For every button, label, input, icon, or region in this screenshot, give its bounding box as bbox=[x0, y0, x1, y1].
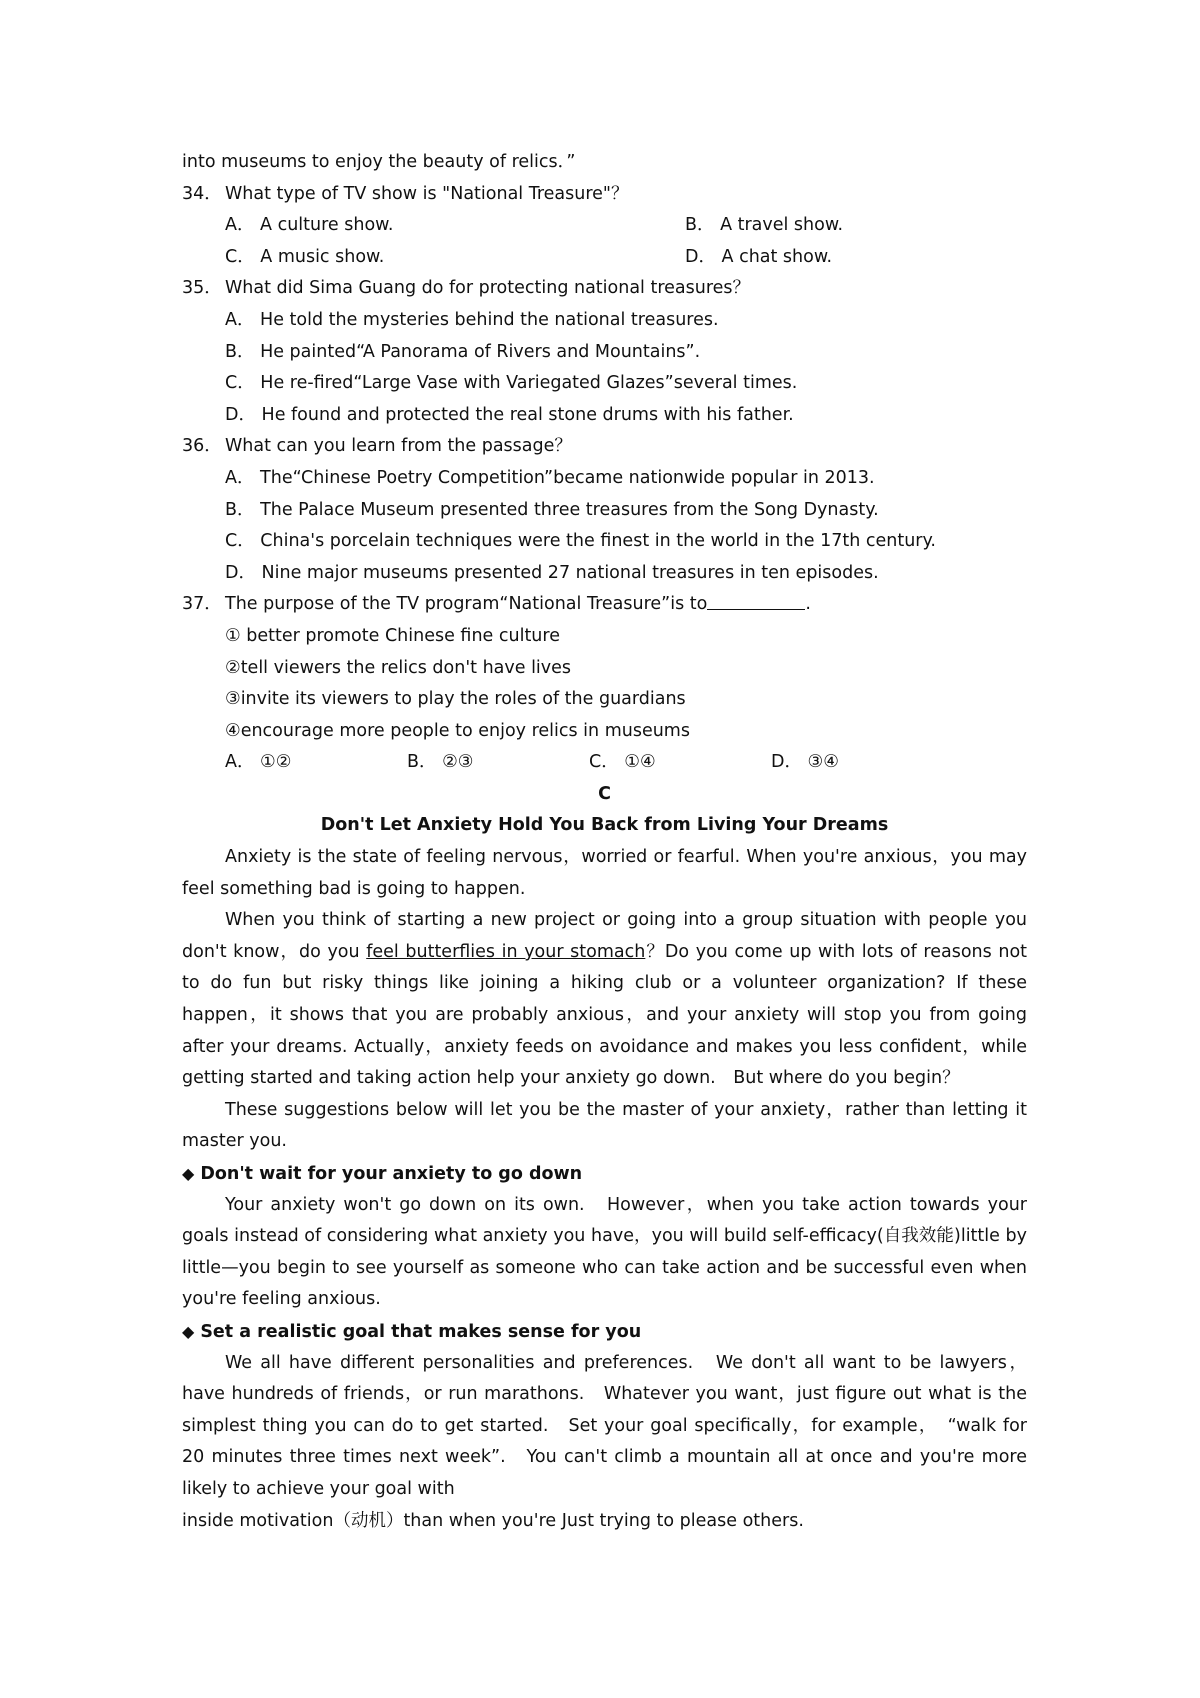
question-37-option-a: A． ①② bbox=[225, 752, 292, 773]
question-37-options bbox=[182, 747, 1027, 779]
question-36-text: What can you learn from the passage？ bbox=[225, 436, 572, 457]
question-35-stem bbox=[182, 273, 1027, 305]
paragraph-3: These suggestions below will let you be the master of your anxiety，rather than letting it master you. bbox=[182, 1099, 1027, 1152]
question-36-option-b: B． The Palace Museum presented three treasures from the Song Dynasty. bbox=[225, 499, 879, 520]
question-34-text: What type of TV show is "National Treasure"？ bbox=[225, 183, 629, 204]
question-36-option-c: C． China's porcelain techniques were the finest in the world in the 17th century. bbox=[225, 531, 936, 552]
document-page bbox=[182, 147, 1027, 1537]
paragraph-2-part-2: ？Do you come up with lots of reasons not to do fun but risky things like joining a hiking club or a volunteer organization? If these happen，it shows that you are probably anxious，and your anxiety will stop you from going after your dreams. Actually，anxiety feeds on avoidance and makes you less confident，while getting started and taking action help your anxiety go down. But where do you begin？ bbox=[182, 941, 1028, 1089]
question-37-text: The purpose of the TV program“National Treasure”is to bbox=[225, 594, 708, 615]
question-37-option-c: C． ①④ bbox=[589, 752, 656, 773]
question-34-stem bbox=[182, 179, 1027, 211]
question-37-option-b: B． ②③ bbox=[407, 752, 474, 773]
question-34-options-row2 bbox=[182, 242, 1027, 274]
paragraph-5: We all have different personalities and preferences. We don't all want to be lawyers，have hundreds of friends，or run marathons. Whatever you want，just figure out what is the simplest thing you can do to get started. Set your goal specifically，for example， “walk for 20 minutes three times next week”. You can't climb a mountain all at once and you're more likely to achieve your goal with bbox=[182, 1352, 1027, 1499]
subheading-1-text: Don't wait for your anxiety to go down bbox=[200, 1164, 583, 1184]
question-37-stem bbox=[182, 589, 1027, 621]
question-37-option-d: D． ③④ bbox=[771, 752, 839, 773]
question-35-text: What did Sima Guang do for protecting national treasures？ bbox=[225, 278, 751, 299]
question-36-number: 36． bbox=[182, 436, 222, 457]
question-36-option-d: D． Nine major museums presented 27 national treasures in ten episodes. bbox=[225, 562, 879, 583]
paragraph-2-part-1: When you think of starting a new project or going into a group situation with people you don't know，do you bbox=[182, 910, 1027, 962]
question-34-option-b: B． A travel show. bbox=[685, 215, 844, 236]
diamond-bullet-icon: ◆ bbox=[182, 1164, 195, 1183]
paragraph-6: inside motivation（动机）than when you're Just trying to please others. bbox=[182, 1510, 804, 1531]
question-35-number: 35． bbox=[182, 278, 222, 299]
passage-title: Don't Let Anxiety Hold You Back from Living Your Dreams bbox=[320, 815, 889, 836]
diamond-bullet-icon: ◆ bbox=[182, 1321, 195, 1341]
intro-tail: into museums to enjoy the beauty of relics．” bbox=[182, 152, 576, 172]
question-35-option-d: D． He found and protected the real stone drums with his father. bbox=[225, 404, 794, 425]
question-37-statement-4: ④encourage more people to enjoy relics in museums bbox=[225, 720, 690, 741]
question-34-options-row1 bbox=[182, 210, 1027, 242]
underlined-phrase: feel butterflies in your stomach bbox=[366, 941, 646, 962]
paragraph-1: Anxiety is the state of feeling nervous，worried or fearful. When you're anxious，you may feel something bad is going to happen. bbox=[182, 847, 1027, 899]
question-35-option-c: C． He re-fired“Large Vase with Variegated Glazes”several times. bbox=[225, 373, 798, 394]
section-letter: C bbox=[598, 783, 611, 804]
question-37-number: 37． bbox=[182, 594, 222, 615]
subheading-2 bbox=[182, 1316, 1027, 1348]
question-34-option-a: A． A culture show. bbox=[225, 215, 394, 236]
question-35-option-a: A． He told the mysteries behind the national treasures. bbox=[225, 309, 719, 330]
paragraph-4: Your anxiety won't go down on its own. However，when you take action towards your goals instead of considering what anxiety you have，you will build self-efficacy(自我效能)little by little—you begin to see yourself as someone who can take action and be successful even when you're feeling anxious. bbox=[182, 1194, 1027, 1310]
question-36-option-a: A． The“Chinese Poetry Competition”became nationwide popular in 2013. bbox=[225, 467, 875, 488]
answer-blank bbox=[707, 589, 805, 610]
subheading-2-text: Set a realistic goal that makes sense for you bbox=[200, 1321, 642, 1342]
question-37-statement-1: ① better promote Chinese fine culture bbox=[225, 625, 560, 646]
question-34-option-c: C． A music show. bbox=[225, 246, 385, 267]
question-36-stem bbox=[182, 431, 1027, 463]
subheading-1 bbox=[182, 1158, 1027, 1190]
question-35-option-b: B． He painted“A Panorama of Rivers and Mountains”. bbox=[225, 341, 701, 362]
question-37-statement-2: ②tell viewers the relics don't have lives bbox=[225, 657, 572, 678]
question-34-number: 34． bbox=[182, 183, 222, 204]
question-34-option-d: D． A chat show. bbox=[685, 246, 833, 267]
question-37-text-end: . bbox=[805, 594, 811, 615]
question-37-statement-3: ③invite its viewers to play the roles of the guardians bbox=[225, 689, 686, 710]
paragraph-2 bbox=[182, 905, 1027, 1095]
